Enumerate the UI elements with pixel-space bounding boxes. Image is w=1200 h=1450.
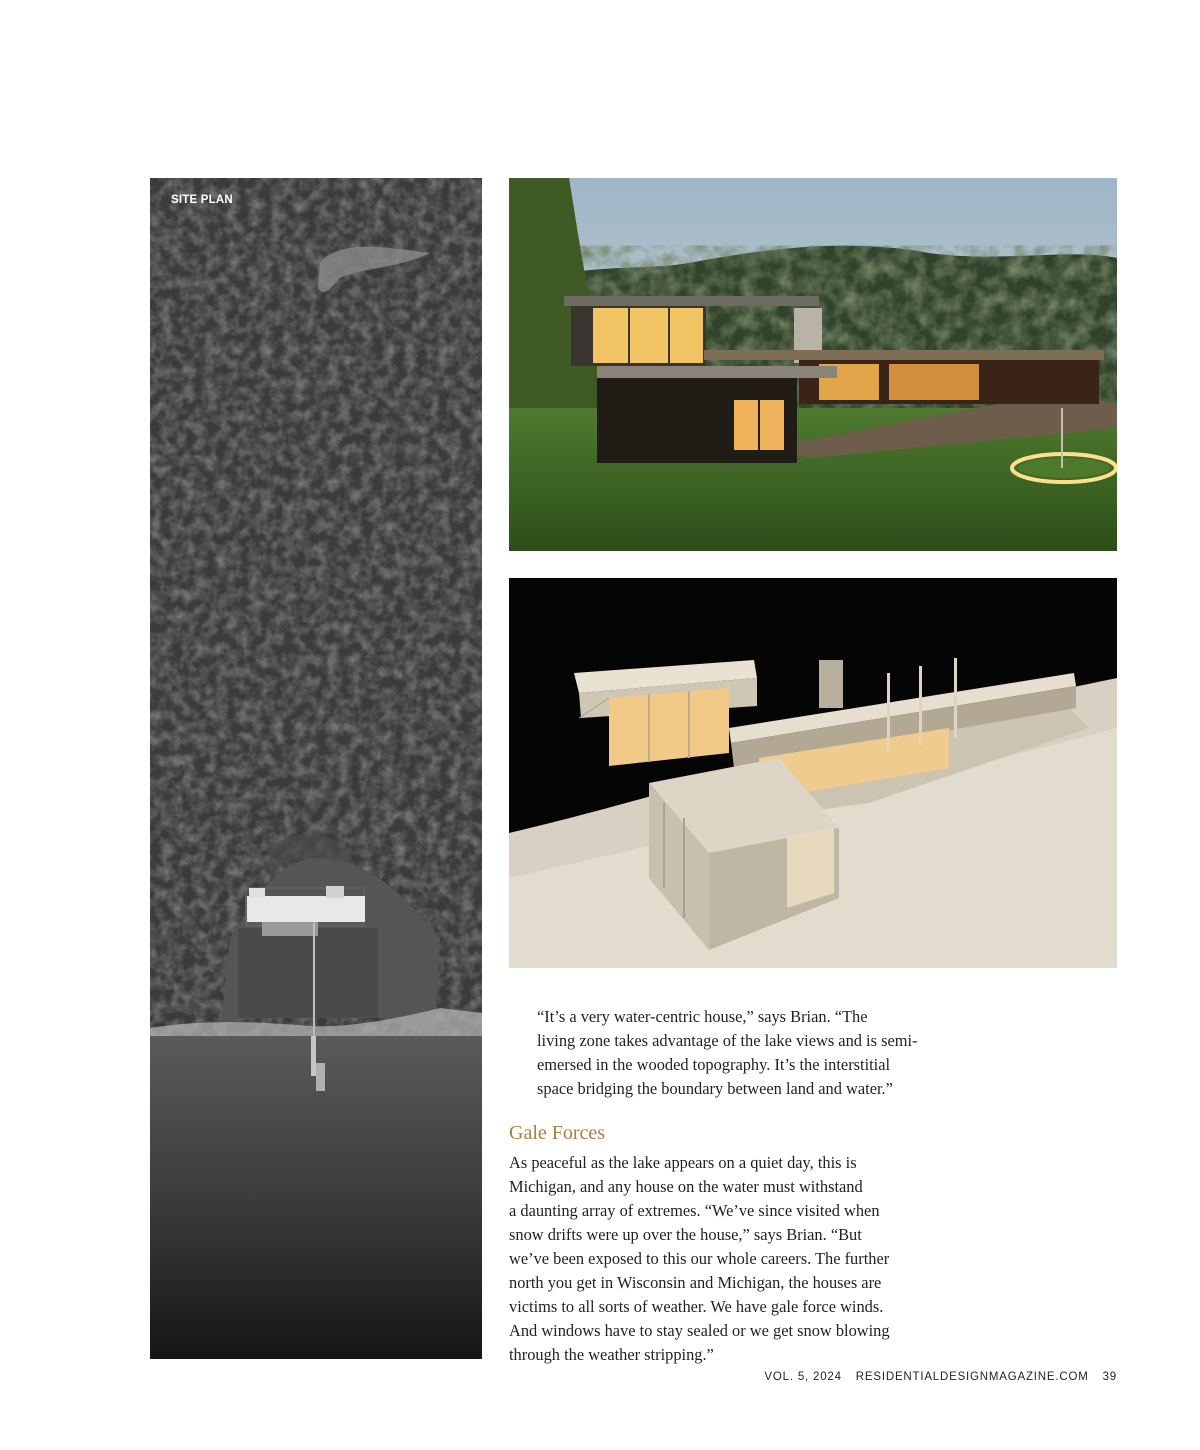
quote-paragraph [509, 1005, 949, 1101]
site-plan-label: SITE PLAN [171, 194, 233, 206]
section-heading: Gale Forces [509, 1122, 606, 1144]
paragraph-line: Michigan, and any house on the water must withstand [509, 1177, 863, 1196]
website-label: RESIDENTIALDESIGNMAGAZINE.COM [855, 1371, 1089, 1383]
page-number: 39 [1102, 1371, 1117, 1383]
quote-line: emersed in the wooded topography. It’s the interstitial [537, 1055, 891, 1074]
paragraph-line: As peaceful as the lake appears on a quiet day, this is [509, 1153, 857, 1172]
paragraph-line: we’ve been exposed to this our whole careers. The further [509, 1249, 890, 1268]
architectural-model-photo [509, 578, 1117, 968]
site-plan-aerial-image [150, 178, 482, 1359]
house-exterior-photo [509, 178, 1117, 551]
quote-line: living zone takes advantage of the lake views and is semi- [537, 1031, 918, 1050]
architectural-model-graphic [509, 578, 1117, 968]
paragraph-line: And windows have to stay sealed or we get snow blowing [509, 1321, 890, 1340]
paragraph-line: a daunting array of extremes. “We’ve since visited when [509, 1201, 880, 1220]
paragraph-line: north you get in Wisconsin and Michigan, the houses are [509, 1273, 882, 1292]
volume-label: VOL. 5, 2024 [764, 1371, 842, 1383]
paragraph-line: snow drifts were up over the house,” says Brian. “But [509, 1225, 862, 1244]
paragraph-line: victims to all sorts of weather. We have gale force winds. [509, 1297, 884, 1316]
section-paragraph [509, 1151, 949, 1367]
site-plan-graphic [150, 178, 482, 1359]
quote-line: space bridging the boundary between land and water.” [537, 1079, 893, 1098]
page-footer [700, 1371, 1117, 1383]
paragraph-line: through the weather stripping.” [509, 1345, 714, 1364]
house-exterior-graphic [509, 178, 1117, 551]
quote-line: “It’s a very water-centric house,” says Brian. “The [537, 1007, 868, 1026]
